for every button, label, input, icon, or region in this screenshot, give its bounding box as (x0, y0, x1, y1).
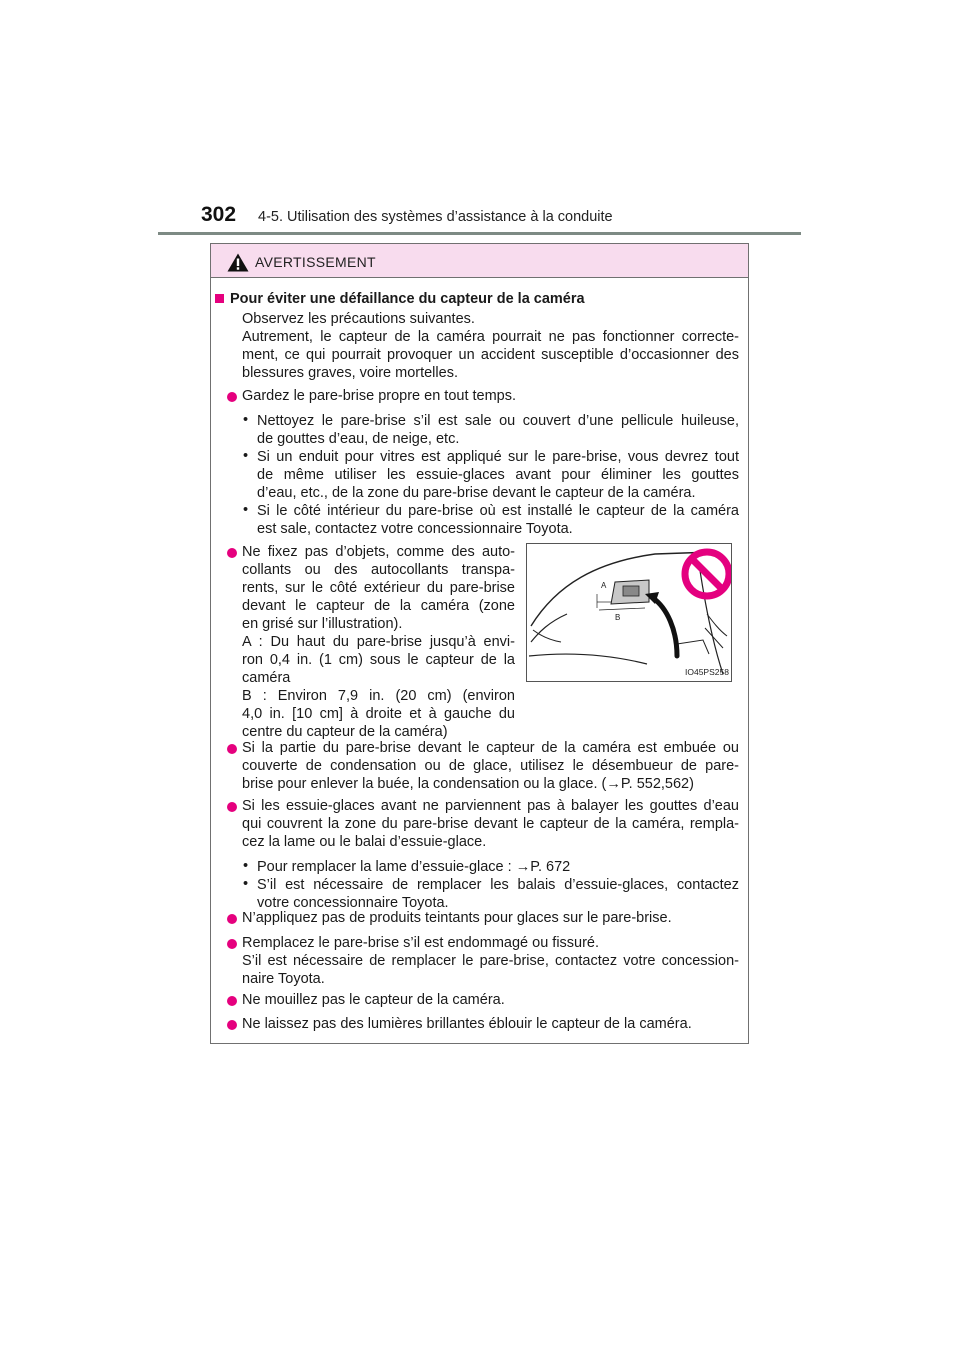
item-fixez-line: Ne fixez pas d’objets, comme des auto- (242, 544, 515, 560)
sub-bullet-icon: • (243, 412, 249, 428)
item-remplacez-line: S’il est nécessaire de remplacer le pare-brise, contactez votre concession- (242, 953, 739, 969)
warning-header (211, 244, 748, 278)
round-bullet-icon (227, 548, 237, 558)
round-bullet-icon (227, 939, 237, 949)
sub-bullet-icon: • (243, 858, 249, 874)
round-bullet-icon (227, 392, 237, 402)
sub-item-line: Si un enduit pour vitres est appliqué sur le pare-brise, vous devrez tout (257, 449, 739, 465)
item-remplacez-line: Remplacez le pare-brise s’il est endommagé ou fissuré. (242, 935, 600, 951)
figure-label-a: A (601, 581, 607, 590)
item-fixez-line: A : Du haut du pare-brise jusqu’à envi- (242, 634, 515, 650)
item-embuee-line: brise pour enlever la buée, la condensation ou la glace. (→P. 552,562) (242, 776, 694, 792)
item-essuie-line: cez la lame ou le balai d’essuie-glace. (242, 834, 487, 850)
item-fixez-line: centre du capteur de la caméra) (242, 724, 448, 740)
intro-line: Observez les précautions suivantes. (242, 311, 475, 327)
item-fixez-line: en grisé sur l’illustration). (242, 616, 403, 632)
sub-bullet-icon: • (243, 502, 249, 518)
item-mouillez: Ne mouillez pas le capteur de la caméra. (242, 992, 505, 1008)
item-remplacez-line: naire Toyota. (242, 971, 325, 987)
intro-line: ment, ce qui pourrait provoquer un accident susceptible d’occasionner des (242, 347, 739, 363)
sub-item-line: votre concessionnaire Toyota. (257, 895, 449, 911)
warning-heading-text: Pour éviter une défaillance du capteur de la caméra (230, 291, 585, 307)
header-rule (158, 232, 801, 235)
item-lumieres: Ne laissez pas des lumières brillantes éblouir le capteur de la caméra. (242, 1016, 692, 1032)
curved-arrow-icon (645, 592, 677, 656)
sub-item-line: Si le côté intérieur du pare-brise où est installé le capteur de la caméra (257, 503, 739, 519)
intro-line: blessures graves, voire mortelles. (242, 365, 458, 381)
round-bullet-icon (227, 744, 237, 754)
page-header (0, 0, 960, 240)
item-gardez: Gardez le pare-brise propre en tout temps. (242, 388, 517, 404)
item-teintants: N’appliquez pas de produits teintants pour glaces sur le pare-brise. (242, 910, 672, 926)
sub-item-line: de gouttes d’eau, de neige, etc. (257, 431, 460, 447)
windshield-drawing (527, 544, 731, 681)
round-bullet-icon (227, 802, 237, 812)
sub-item-line: d’eau, etc., de la zone du pare-brise devant le capteur de la caméra. (257, 485, 696, 501)
item-fixez-line: 4,0 in. [10 cm] à droite et à gauche du (242, 706, 515, 722)
warning-heading (215, 290, 585, 308)
item-fixez-line: collants ou des autocollants transpa- (242, 562, 515, 578)
item-essuie-line: qui couvrent la zone du pare-brise devant le capteur de la caméra, rempla- (242, 816, 739, 832)
square-bullet-icon (215, 294, 224, 303)
item-fixez-line: caméra (242, 670, 291, 686)
sub-item-line: Nettoyez le pare-brise s’il est sale ou couvert d’une pellicule huileuse, (257, 413, 739, 429)
sub-item-line: est sale, contactez votre concessionnaire Toyota. (257, 521, 573, 537)
item-embuee-line: couverte de condensation ou de glace, utilisez le désembueur de pare- (242, 758, 739, 774)
warning-label: AVERTISSEMENT (255, 254, 376, 270)
intro-line: Autrement, le capteur de la caméra pourrait ne pas fonctionner correcte- (242, 329, 739, 345)
round-bullet-icon (227, 914, 237, 924)
page-number: 302 (201, 203, 237, 226)
item-fixez-line: devant le capteur de la caméra (zone (242, 598, 515, 614)
sub-item-line: Pour remplacer la lame d’essuie-glace : →P. 672 (257, 859, 571, 875)
windshield-illustration (526, 543, 732, 682)
item-fixez-line: B : Environ 7,9 in. (20 cm) (environ (242, 688, 515, 704)
item-fixez-line: rents, sur le côté extérieur du pare-brise (242, 580, 515, 596)
round-bullet-icon (227, 996, 237, 1006)
item-essuie-line: Si les essuie-glaces avant ne parviennent pas à balayer les gouttes d’eau (242, 798, 739, 814)
figure-label-b: B (615, 613, 621, 622)
figure-code: IO45PS258 (685, 667, 729, 677)
round-bullet-icon (227, 1020, 237, 1030)
section-title: 4-5. Utilisation des systèmes d’assistance à la conduite (258, 209, 613, 225)
item-fixez-line: ron 0,4 in. (1 cm) sous le capteur de la (242, 652, 515, 668)
sub-item-line: S’il est nécessaire de remplacer les balais d’essuie-glaces, contactez (257, 877, 739, 893)
prohibition-icon (685, 552, 729, 596)
sub-bullet-icon: • (243, 448, 249, 464)
warning-triangle-icon (227, 253, 249, 272)
sub-item-line: de même utiliser les essuie-glaces avant pour éliminer les gouttes (257, 467, 739, 483)
item-embuee-line: Si la partie du pare-brise devant le capteur de la caméra est embuée ou (242, 740, 739, 756)
sub-bullet-icon: • (243, 876, 249, 892)
